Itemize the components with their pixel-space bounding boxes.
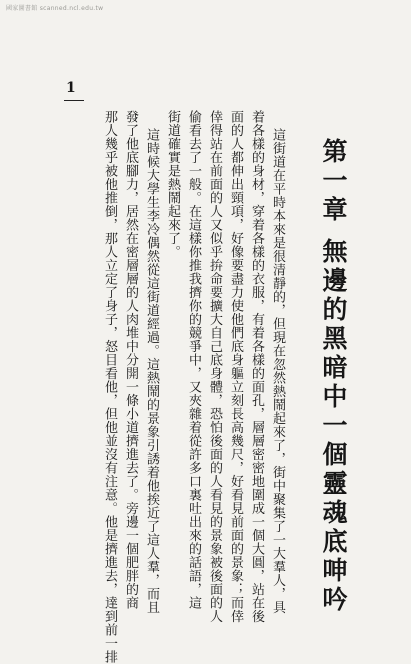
body-line-5: 偷看去了一般。在這樣你推我擠你的競爭中，又夾雜着從許多口裏吐出來的話語，這 <box>186 110 201 610</box>
body-line-2: 着各樣的身材，穿着各樣的衣服，有着各樣的面孔，層層密密地圍成一個大圓，站在後 <box>249 110 264 623</box>
body-line-4: 倖得站在前面的人又似乎拚命要擴大自己底身體，恐怕後面的人看見的景象被後面的人 <box>207 110 222 623</box>
body-line-9: 那人幾乎被他推倒，那人立定了身子，怒目看他，但他並沒有注意。他是擠進去，達到前一排 <box>102 110 117 664</box>
chapter-title: 無邊的黑暗中一個靈魂底呻吟 <box>319 238 348 615</box>
body-line-6: 街道確實是熱鬧起來了。 <box>165 110 180 259</box>
body-line-1: 這街道在平時本來是很清靜的，但現在忽然熱鬧起來了，街中聚集了一大羣人，具 <box>270 128 285 614</box>
body-line-3: 面的人都伸出頸項，好像要盡力使他們底身軀立刻長高幾尺，好看見前面的景象；而倖 <box>228 110 243 623</box>
body-line-7: 這時候大學生李冷偶然從這街道經過。這熱鬧的景象引誘着他挨近了這人羣，而且 <box>144 128 159 614</box>
page-number: 1 <box>66 80 76 96</box>
page-number-rule <box>64 100 84 101</box>
body-line-8: 發了他底腳力，居然在密層層的人肉堆中分開一條小道擠進去了。旁邊一個肥胖的商 <box>123 110 138 610</box>
library-stamp: 國家圖書館 scanned.ncl.edu.tw <box>6 5 104 12</box>
chapter-label: 第一章 <box>319 138 348 225</box>
